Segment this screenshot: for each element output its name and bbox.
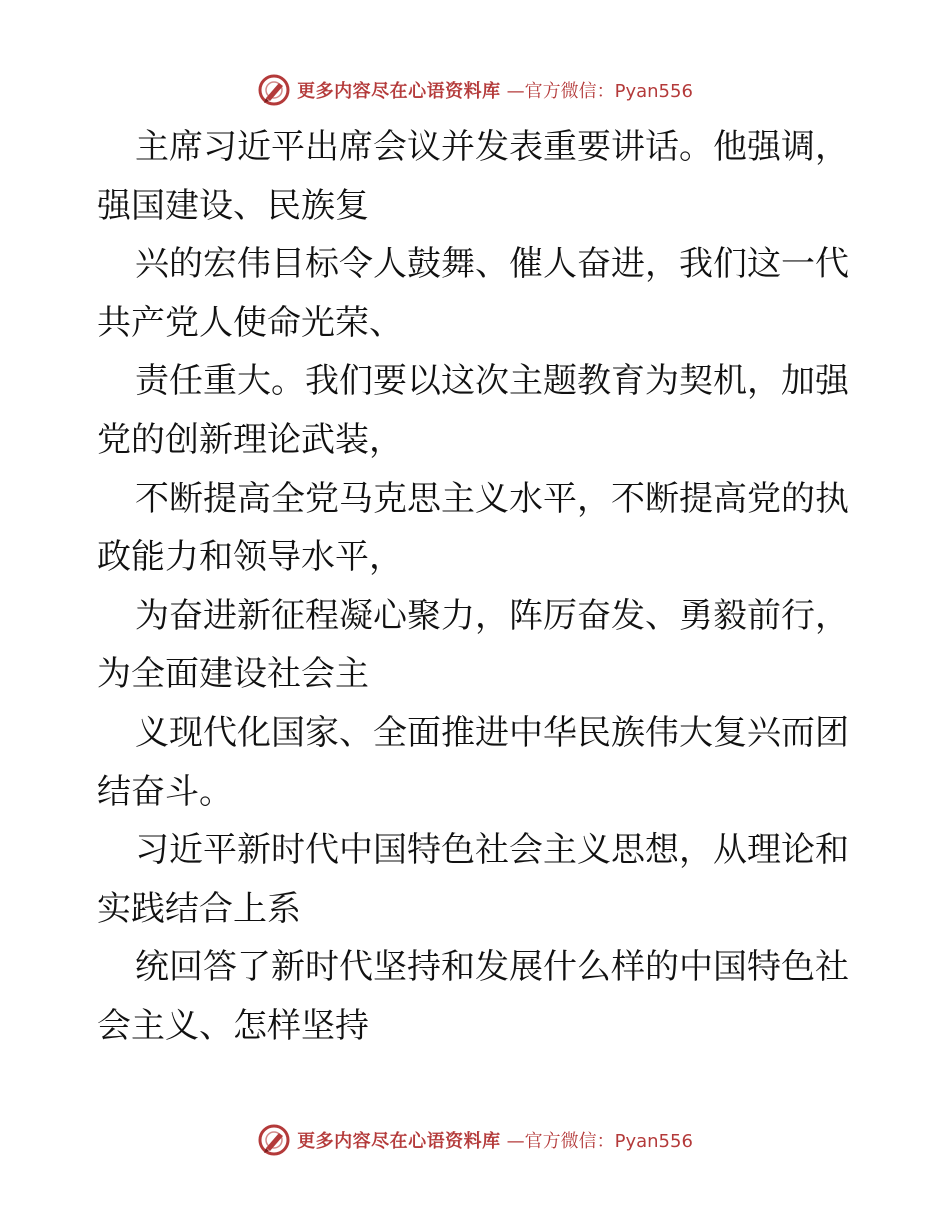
paragraph [97,470,857,587]
footer-watermark [0,1120,950,1160]
paragraph [97,704,857,821]
paragraph [97,352,857,469]
paragraph-line: 义现代化国家、全面推进中华民族伟大复兴而团 [135,712,849,753]
paragraph [97,118,857,235]
paragraph-line: 兴的宏伟目标令人鼓舞、催人奋进，我们这一代 [135,244,849,285]
paragraph-line: 共产党人使命光荣、 [97,302,403,343]
pen-logo-icon [257,73,291,107]
paragraph-line: 为奋进新征程凝心聚力，阵厉奋发、勇毅前行， [135,595,849,636]
paragraph-line: 为全面建设社会主 [97,654,369,695]
paragraph-line: 实践结合上系 [97,888,301,929]
pen-logo-icon [257,1123,291,1157]
paragraph [97,587,857,704]
paragraph-line: 强国建设、民族复 [97,185,369,226]
paragraph-line: 政能力和领导水平， [97,537,403,578]
paragraph-line: 结奋斗。 [97,771,233,812]
paragraph-line: 责任重大。我们要以这次主题教育为契机，加强 [135,361,849,402]
paragraph [97,938,857,1055]
header-brand-text: 更多内容尽在心语资料库 [297,81,501,102]
paragraph-line: 会主义、怎样坚持 [97,1005,369,1046]
paragraph [97,821,857,938]
header-contact-text: —官方微信：Pyan556 [506,81,693,102]
footer-contact-text: —官方微信：Pyan556 [506,1131,693,1152]
paragraph-line: 党的创新理论武装， [97,419,403,460]
paragraph-line: 统回答了新时代坚持和发展什么样的中国特色社 [135,947,849,988]
paragraph-line: 主席习近平出席会议并发表重要讲话。他强调， [135,127,849,167]
document-body [97,118,857,1056]
paragraph-line: 习近平新时代中国特色社会主义思想，从理论和 [135,830,849,871]
header-watermark [0,70,950,110]
footer-brand-text: 更多内容尽在心语资料库 [297,1131,501,1152]
paragraph-line: 不断提高全党马克思主义水平，不断提高党的执 [135,478,849,519]
paragraph [97,235,857,352]
